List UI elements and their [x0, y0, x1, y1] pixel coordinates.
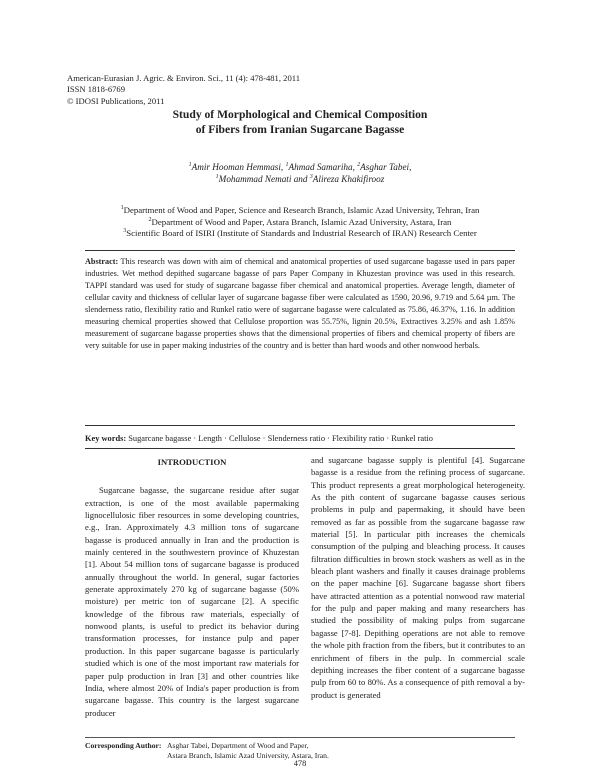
author-sup: 1	[285, 161, 289, 168]
author-list	[60, 161, 540, 186]
author-and: and	[291, 174, 310, 185]
keywords-bottom-rule	[85, 448, 515, 449]
paper-title	[60, 107, 540, 137]
author-name: Amir Hooman Hemmasi,	[191, 162, 284, 172]
right-column	[311, 454, 525, 701]
keywords-text: Sugarcane bagasse · Length · Cellulose · Slenderness ratio · Flexibility ratio · Runkel ratio	[126, 434, 433, 443]
footnote-text-2: Astara Branch, Islamic Azad University, Astara, Iran.	[167, 751, 329, 760]
footnote-label: Corresponding Author:	[85, 741, 162, 750]
author-name: Asghar Tabei,	[360, 162, 412, 172]
affiliation-item	[60, 217, 540, 229]
abstract-label: Abstract:	[85, 257, 119, 266]
abstract-top-rule	[85, 250, 515, 251]
author-sup: 3	[309, 174, 313, 181]
affiliation-item	[60, 205, 540, 217]
left-column	[85, 456, 299, 719]
keywords-label: Key words:	[85, 434, 127, 443]
author-sup: 1	[188, 161, 192, 168]
affiliation-text: Department of Wood and Paper, Science and Research Branch, Islamic Azad University, Tehran, Iran	[123, 205, 480, 215]
abstract-bottom-rule	[85, 425, 515, 426]
body-paragraph: Sugarcane bagasse, the sugarcane residue after sugar extraction, is one of the most available papermaking lignocellulosic fiber resources in some developing countries, e.g., Iran. Approximately 4.3 million tons of sugarcane bagasse is produced annually in Iran and the production is mainly centered in the southwestern province of Khuzestan [1]. About 54 million tons of sugarcane bagasse is produced annually throughout the world. In general, sugar factories generate approximately 270 kg of sugarcane bagasse (50% moisture) per metric ton of sugarcane [2]. A specific knowledge of the fibrous raw materials, especially of nonwood plants, is useful to predict its behavior during transformation processes, for instance pulp and paper production. In this paper sugarcane bagasse is particularly studied which is one of the most important raw materials for paper pulp production in Iran [3] and other countries like India, where almost 20% of India's paper production is from sugarcane bagasse. This country is the largest sugarcane producer	[85, 485, 299, 718]
author-name: Mohammad Nemati	[218, 174, 292, 185]
title-line-2: of Fibers from Iranian Sugarcane Bagasse	[195, 123, 405, 136]
footnote-text-1: Asghar Tabei, Department of Wood and Paper,	[167, 741, 309, 750]
body-paragraph: and sugarcane bagasse supply is plentiful [4]. Sugarcane bagasse is a residue from the refining process of sugarcane. This product represents a great morphological heterogeneity. As the pith content of sugarcane bagasse causes serious problems in pulp and papermaking, it should have been removed as far as possible from the sugarcane bagasse raw material [5]. In particular pith increases the chemicals consumption of the pulping and bleaching process. It causes filtration difficulties in brown stock washers as well as in the bleach plant washers and finally it causes drainage problems on the paper machine [6]. Sugarcane bagasse short fibers have attracted attention as a potential nonwood raw material for the pulp and paper making and many researchers has studied the possibility of making pulps from sugarcane bagasse [7-8]. Depithing operations are not able to remove the whole pith fraction from the fibers, but it contributes to an enrichment of fibers in the pulp. In commercial scale depithing increases the fiber content of a sugarcane bagasse pulp from 60 to 80%. As a consequence of pith removal a by-product is generated	[311, 455, 525, 700]
section-heading-introduction: INTRODUCTION	[157, 457, 227, 467]
author-sup: 1	[215, 174, 219, 181]
author-name: Alireza Khakifirooz	[312, 174, 385, 185]
author-line-2	[60, 173, 540, 185]
affiliation-text: Scientific Board of ISIRI (Institute of Standards and Industrial Research of IRAN) Research Center	[126, 228, 477, 239]
corresponding-author-note	[85, 741, 329, 761]
journal-header	[67, 73, 300, 107]
abstract	[85, 256, 515, 352]
affiliation-sup: 1	[120, 205, 124, 212]
affiliation-sup: 2	[148, 216, 152, 223]
journal-issn: ISSN 1818-6769	[67, 84, 126, 95]
keywords	[85, 433, 515, 445]
page-number: 478	[293, 759, 307, 768]
author-name: Ahmad Samariha,	[288, 162, 355, 172]
journal-copyright: © IDOSI Publications, 2011	[67, 95, 165, 106]
affiliation-item	[60, 228, 540, 240]
title-line-1: Study of Morphological and Chemical Composition	[172, 108, 428, 121]
footnote-rule	[85, 737, 515, 738]
author-sup: 2	[357, 161, 361, 168]
footnote-line-1	[85, 741, 329, 751]
affiliation-sup: 3	[123, 228, 127, 235]
abstract-text: This research was down with aim of chemical and anatomical properties of used sugarcane bagasse used in pars paper industries. Wet method depithed sugarcane bagasse of pars Paper Company in Khuzestan province was used in this research. TAPPI standard was used for study of sugarcane bagasse fiber chemical and anatomical properties. Average length, diameter of cellular cavity and thickness of cellular layer of sugarcane bagasse fiber were calculated as 1590, 20.96, 9.719 and 5.64 µm. The slenderness ratio, flexibility ratio and Runkel ratio were of sugarcane bagasse were calculated as 75.86, 46.37%, 1.16. In addition measuring chemical properties showed that Cellulose proportion was 55.75%, lignin 20.5%, Extractives 3.25% and ash 1.85% measurement of sugarcane bagasse properties shows that the dimensional properties of fibers and chemical property of fibers are very suitable for use in paper making industries of the country and is better than hard woods and other nonwood herbals.	[85, 257, 515, 350]
journal-citation: American-Eurasian J. Agric. & Environ. Sci., 11 (4): 478-481, 2011	[67, 73, 301, 83]
author-line-1	[60, 161, 540, 173]
affiliation-list	[60, 205, 540, 240]
affiliation-text: Department of Wood and Paper, Astara Branch, Islamic Azad University, Astara, Iran	[151, 216, 452, 227]
